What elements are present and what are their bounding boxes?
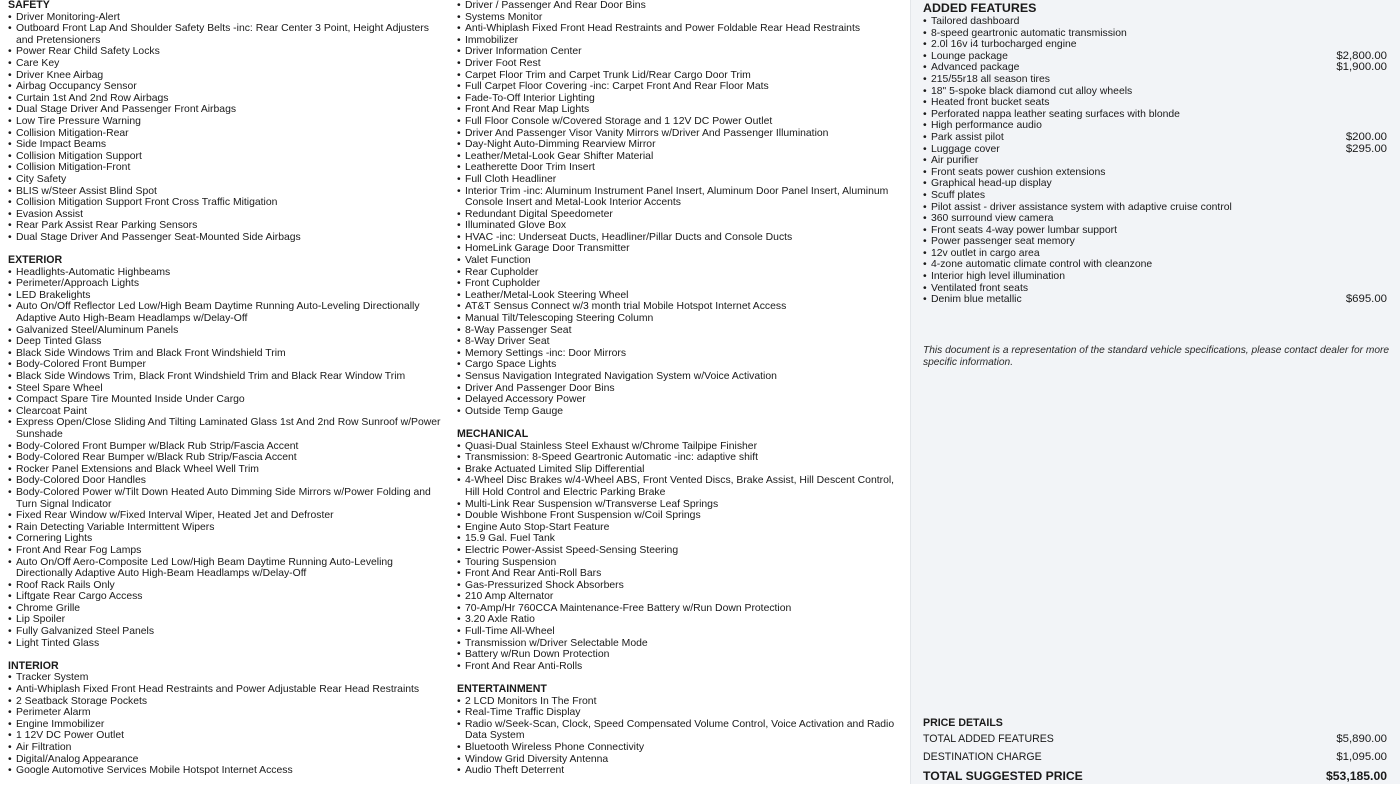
list-item: • Body-Colored Front Bumper: [8, 359, 446, 371]
added-feature-item: [923, 271, 1387, 283]
interior-list: [8, 672, 446, 776]
total-added-features-row: [923, 730, 1387, 748]
list-item: • Rocker Panel Extensions and Black Wheel Well Trim: [8, 464, 446, 476]
added-feature-label: • 8-speed geartronic automatic transmission: [931, 27, 1127, 39]
list-item: • Chrome Grille: [8, 603, 446, 615]
added-features-panel: [910, 0, 1400, 784]
entertainment-section: [457, 684, 902, 777]
list-item: • 2 Seatback Storage Pockets: [8, 696, 446, 708]
list-item: • Quasi-Dual Stainless Steel Exhaust w/Chrome Tailpipe Finisher: [457, 441, 902, 453]
list-item: • 4-Wheel Disc Brakes w/4-Wheel ABS, Front Vented Discs, Brake Assist, Hill Descent Control, Hill Hold Control and Electric Parking Brake: [457, 475, 902, 498]
list-item: • Outboard Front Lap And Shoulder Safety Belts -inc: Rear Center 3 Point, Height Adjusters and Pretensioners: [8, 23, 446, 46]
added-feature-item: [923, 190, 1387, 202]
interior-continued-section: [457, 0, 902, 417]
list-item: • Dual Stage Driver And Passenger Seat-Mounted Side Airbags: [8, 232, 446, 244]
list-item: • Side Impact Beams: [8, 139, 446, 151]
list-item: • Collision Mitigation Support: [8, 151, 446, 163]
list-item: • Rain Detecting Variable Intermittent Wipers: [8, 522, 446, 534]
list-item: • Compact Spare Tire Mounted Inside Under Cargo: [8, 394, 446, 406]
list-item: • Audio Theft Deterrent: [457, 765, 902, 777]
added-feature-item: [923, 155, 1387, 167]
interior-continued-list: [457, 0, 902, 417]
list-item: • HomeLink Garage Door Transmitter: [457, 243, 902, 255]
safety-section: [8, 0, 446, 243]
added-feature-item: [923, 178, 1387, 190]
list-item: • Express Open/Close Sliding And Tilting Laminated Glass 1st And 2nd Row Sunroof w/Power Sunshade: [8, 417, 446, 440]
added-feature-item: [923, 51, 1387, 63]
added-feature-price: $200.00: [1345, 130, 1387, 143]
list-item: • Cargo Space Lights: [457, 359, 902, 371]
added-feature-label: • Advanced package: [931, 62, 1020, 74]
interior-heading: INTERIOR: [8, 659, 59, 672]
list-item: • Anti-Whiplash Fixed Front Head Restraints and Power Foldable Rear Head Restraints: [457, 23, 902, 35]
added-feature-label: • Ventilated front seats: [931, 282, 1029, 294]
list-item: • Delayed Accessory Power: [457, 394, 902, 406]
exterior-list: [8, 267, 446, 650]
added-feature-price: $1,900.00: [1336, 61, 1387, 74]
added-feature-item: [923, 39, 1387, 51]
list-item: • Driver / Passenger And Rear Door Bins: [457, 0, 902, 12]
list-item: • Double Wishbone Front Suspension w/Coil Springs: [457, 510, 902, 522]
added-feature-item: [923, 213, 1387, 225]
added-feature-item: [923, 86, 1387, 98]
list-item: • HVAC -inc: Underseat Ducts, Headliner/Pillar Ducts and Console Ducts: [457, 232, 902, 244]
list-item: • Body-Colored Rear Bumper w/Black Rub Strip/Fascia Accent: [8, 452, 446, 464]
list-item: • 210 Amp Alternator: [457, 591, 902, 603]
spec-column-middle: [457, 0, 902, 788]
list-item: • Front And Rear Map Lights: [457, 104, 902, 116]
list-item: • Body-Colored Door Handles: [8, 475, 446, 487]
list-item: • Steel Spare Wheel: [8, 383, 446, 395]
list-item: • Front Cupholder: [457, 278, 902, 290]
list-item: • Galvanized Steel/Aluminum Panels: [8, 325, 446, 337]
added-feature-label: • Luggage cover: [931, 143, 1000, 155]
interior-section: [8, 661, 446, 777]
list-item: • Anti-Whiplash Fixed Front Head Restraints and Power Adjustable Rear Head Restraints: [8, 684, 446, 696]
added-feature-item: [923, 62, 1387, 74]
list-item: • Bluetooth Wireless Phone Connectivity: [457, 742, 902, 754]
added-feature-label: • Lounge package: [931, 50, 1008, 62]
list-item: • Battery w/Run Down Protection: [457, 649, 902, 661]
added-feature-label: • Front seats power cushion extensions: [931, 166, 1106, 178]
destination-charge-label: DESTINATION CHARGE: [923, 751, 1042, 763]
list-item: • BLIS w/Steer Assist Blind Spot: [8, 186, 446, 198]
added-feature-item: [923, 28, 1387, 40]
list-item: • Real-Time Traffic Display: [457, 707, 902, 719]
safety-heading: SAFETY: [8, 0, 50, 11]
added-feature-label: • 2.0l 16v i4 turbocharged engine: [931, 39, 1077, 51]
list-item: • Air Filtration: [8, 742, 446, 754]
list-item: • Cornering Lights: [8, 533, 446, 545]
mechanical-section: [457, 429, 902, 672]
list-item: • Driver Information Center: [457, 46, 902, 58]
added-feature-item: [923, 236, 1387, 248]
list-item: • Collision Mitigation-Rear: [8, 128, 446, 140]
added-feature-item: [923, 167, 1387, 179]
list-item: • Illuminated Glove Box: [457, 220, 902, 232]
list-item: • Window Grid Diversity Antenna: [457, 754, 902, 766]
list-item: • Auto On/Off Reflector Led Low/High Beam Daytime Running Auto-Leveling Directionally Adaptive Auto High-Beam Headlamps w/Delay-Off: [8, 301, 446, 324]
list-item: • Light Tinted Glass: [8, 638, 446, 650]
list-item: • Driver Knee Airbag: [8, 70, 446, 82]
list-item: • 8-Way Passenger Seat: [457, 325, 902, 337]
added-feature-item: [923, 248, 1387, 260]
list-item: • Interior Trim -inc: Aluminum Instrument Panel Insert, Aluminum Door Panel Insert, Aluminum Console Insert and Metal-Look Interior Accents: [457, 186, 902, 209]
list-item: • Engine Auto Stop-Start Feature: [457, 522, 902, 534]
list-item: • Full Floor Console w/Covered Storage and 1 12V DC Power Outlet: [457, 116, 902, 128]
list-item: • LED Brakelights: [8, 290, 446, 302]
list-item: • Roof Rack Rails Only: [8, 580, 446, 592]
list-item: • Black Side Windows Trim, Black Front Windshield Trim and Black Rear Window Trim: [8, 371, 446, 383]
list-item: • Curtain 1st And 2nd Row Airbags: [8, 93, 446, 105]
list-item: • 3.20 Axle Ratio: [457, 614, 902, 626]
entertainment-heading: ENTERTAINMENT: [457, 683, 547, 696]
total-added-features-value: $5,890.00: [1336, 733, 1387, 745]
list-item: • Rear Park Assist Rear Parking Sensors: [8, 220, 446, 232]
list-item: • Rear Cupholder: [457, 267, 902, 279]
list-item: • Driver And Passenger Visor Vanity Mirrors w/Driver And Passenger Illumination: [457, 128, 902, 140]
list-item: • Headlights-Automatic Highbeams: [8, 267, 446, 279]
added-feature-item: [923, 132, 1387, 144]
list-item: • Full Carpet Floor Covering -inc: Carpet Front And Rear Floor Mats: [457, 81, 902, 93]
added-features-list: [923, 16, 1387, 306]
added-feature-item: [923, 294, 1387, 306]
list-item: • Body-Colored Front Bumper w/Black Rub Strip/Fascia Accent: [8, 441, 446, 453]
exterior-heading: EXTERIOR: [8, 254, 63, 267]
list-item: • Memory Settings -inc: Door Mirrors: [457, 348, 902, 360]
list-item: • Fade-To-Off Interior Lighting: [457, 93, 902, 105]
list-item: • Touring Suspension: [457, 557, 902, 569]
list-item: • Leather/Metal-Look Gear Shifter Material: [457, 151, 902, 163]
list-item: • 1 12V DC Power Outlet: [8, 730, 446, 742]
list-item: • Google Automotive Services Mobile Hotspot Internet Access: [8, 765, 446, 777]
added-feature-label: • Graphical head-up display: [931, 178, 1052, 190]
destination-charge-value: $1,095.00: [1336, 751, 1387, 763]
list-item: • Front And Rear Fog Lamps: [8, 545, 446, 557]
added-feature-label: • Pilot assist - driver assistance system with adaptive cruise control: [931, 201, 1232, 213]
added-feature-price: $295.00: [1345, 142, 1387, 155]
added-feature-item: [923, 259, 1387, 271]
list-item: • Care Key: [8, 58, 446, 70]
price-details-section: [923, 716, 1387, 786]
added-feature-item: [923, 202, 1387, 214]
list-item: • Leatherette Door Trim Insert: [457, 162, 902, 174]
added-feature-item: [923, 283, 1387, 295]
added-feature-label: • Tailored dashboard: [931, 16, 1020, 27]
list-item: • 15.9 Gal. Fuel Tank: [457, 533, 902, 545]
list-item: • 8-Way Driver Seat: [457, 336, 902, 348]
list-item: • Radio w/Seek-Scan, Clock, Speed Compensated Volume Control, Voice Activation and Radio Data System: [457, 719, 902, 742]
entertainment-list: [457, 696, 902, 777]
added-feature-price: $2,800.00: [1336, 49, 1387, 62]
list-item: • Driver Foot Rest: [457, 58, 902, 70]
added-feature-item: [923, 144, 1387, 156]
list-item: • Fixed Rear Window w/Fixed Interval Wiper, Heated Jet and Defroster: [8, 510, 446, 522]
list-item: • Auto On/Off Aero-Composite Led Low/High Beam Daytime Running Auto-Leveling Directionally Adaptive Auto High-Beam Headlamps w/Delay-Off: [8, 557, 446, 580]
list-item: • Full-Time All-Wheel: [457, 626, 902, 638]
list-item: • Systems Monitor: [457, 12, 902, 24]
list-item: • Front And Rear Anti-Rolls: [457, 661, 902, 673]
added-feature-label: • 215/55r18 all season tires: [931, 73, 1050, 85]
list-item: • Outside Temp Gauge: [457, 406, 902, 418]
added-feature-price: $695.00: [1345, 293, 1387, 306]
list-item: • Airbag Occupancy Sensor: [8, 81, 446, 93]
added-feature-label: • Park assist pilot: [931, 131, 1004, 143]
list-item: • Day-Night Auto-Dimming Rearview Mirror: [457, 139, 902, 151]
list-item: • Valet Function: [457, 255, 902, 267]
added-feature-label: • Air purifier: [931, 155, 979, 167]
list-item: • Power Rear Child Safety Locks: [8, 46, 446, 58]
list-item: • Gas-Pressurized Shock Absorbers: [457, 580, 902, 592]
list-item: • City Safety: [8, 174, 446, 186]
added-feature-label: • 12v outlet in cargo area: [931, 247, 1040, 259]
total-suggested-price-label: TOTAL SUGGESTED PRICE: [923, 769, 1083, 783]
added-feature-label: • Denim blue metallic: [931, 294, 1022, 306]
added-feature-label: • Heated front bucket seats: [931, 97, 1050, 109]
list-item: • Deep Tinted Glass: [8, 336, 446, 348]
exterior-section: [8, 255, 446, 649]
mechanical-list: [457, 441, 902, 673]
list-item: • Perimeter Alarm: [8, 707, 446, 719]
list-item: • Fully Galvanized Steel Panels: [8, 626, 446, 638]
list-item: • Tracker System: [8, 672, 446, 684]
list-item: • Manual Tilt/Telescoping Steering Column: [457, 313, 902, 325]
added-features-heading: ADDED FEATURES: [923, 1, 1037, 15]
list-item: • Immobilizer: [457, 35, 902, 47]
added-feature-item: [923, 109, 1387, 121]
list-item: • Evasion Assist: [8, 209, 446, 221]
disclaimer-note: This document is a representation of the standard vehicle specifications, please contact dealer for more specific information.: [923, 345, 1390, 368]
list-item: • Digital/Analog Appearance: [8, 754, 446, 766]
price-details-heading: PRICE DETAILS: [923, 717, 1003, 729]
list-item: • Perimeter/Approach Lights: [8, 278, 446, 290]
list-item: • Black Side Windows Trim and Black Front Windshield Trim: [8, 348, 446, 360]
list-item: • Redundant Digital Speedometer: [457, 209, 902, 221]
list-item: • Full Cloth Headliner: [457, 174, 902, 186]
list-item: • 70-Amp/Hr 760CCA Maintenance-Free Battery w/Run Down Protection: [457, 603, 902, 615]
safety-list: [8, 12, 446, 244]
list-item: • Clearcoat Paint: [8, 406, 446, 418]
added-feature-item: [923, 16, 1387, 28]
destination-charge-row: [923, 748, 1387, 766]
list-item: • 2 LCD Monitors In The Front: [457, 696, 902, 708]
list-item: • Lip Spoiler: [8, 614, 446, 626]
list-item: • Multi-Link Rear Suspension w/Transverse Leaf Springs: [457, 499, 902, 511]
list-item: • Brake Actuated Limited Slip Differential: [457, 464, 902, 476]
total-added-features-label: TOTAL ADDED FEATURES: [923, 733, 1054, 745]
added-feature-label: • 360 surround view camera: [931, 213, 1054, 225]
added-feature-label: • High performance audio: [931, 120, 1042, 132]
spec-column-left: [8, 0, 446, 788]
added-feature-label: • 18" 5-spoke black diamond cut alloy wheels: [931, 85, 1133, 97]
mechanical-heading: MECHANICAL: [457, 427, 529, 440]
list-item: • Front And Rear Anti-Roll Bars: [457, 568, 902, 580]
added-feature-item: [923, 225, 1387, 237]
total-suggested-price-row: [923, 766, 1387, 786]
list-item: • Electric Power-Assist Speed-Sensing Steering: [457, 545, 902, 557]
list-item: • Low Tire Pressure Warning: [8, 116, 446, 128]
list-item: • Driver And Passenger Door Bins: [457, 383, 902, 395]
added-feature-label: • 4-zone automatic climate control with cleanzone: [931, 259, 1153, 271]
list-item: • Transmission: 8-Speed Geartronic Automatic -inc: adaptive shift: [457, 452, 902, 464]
added-feature-item: [923, 120, 1387, 132]
list-item: • Collision Mitigation Support Front Cross Traffic Mitigation: [8, 197, 446, 209]
added-feature-label: • Perforated nappa leather seating surfaces with blonde: [931, 108, 1180, 120]
list-item: • Driver Monitoring-Alert: [8, 12, 446, 24]
added-feature-item: [923, 97, 1387, 109]
list-item: • AT&T Sensus Connect w/3 month trial Mobile Hotspot Internet Access: [457, 301, 902, 313]
list-item: • Engine Immobilizer: [8, 719, 446, 731]
total-suggested-price-value: $53,185.00: [1326, 769, 1387, 783]
list-item: • Leather/Metal-Look Steering Wheel: [457, 290, 902, 302]
list-item: • Collision Mitigation-Front: [8, 162, 446, 174]
added-feature-label: • Power passenger seat memory: [931, 236, 1075, 248]
list-item: • Sensus Navigation Integrated Navigation System w/Voice Activation: [457, 371, 902, 383]
added-feature-label: • Scuff plates: [931, 189, 986, 201]
added-features-section: [923, 0, 1387, 306]
list-item: • Dual Stage Driver And Passenger Front Airbags: [8, 104, 446, 116]
list-item: • Body-Colored Power w/Tilt Down Heated Auto Dimming Side Mirrors w/Power Folding and Turn Signal Indicator: [8, 487, 446, 510]
list-item: • Transmission w/Driver Selectable Mode: [457, 638, 902, 650]
added-feature-item: [923, 74, 1387, 86]
added-feature-label: • Front seats 4-way power lumbar support: [931, 224, 1117, 236]
list-item: • Carpet Floor Trim and Carpet Trunk Lid/Rear Cargo Door Trim: [457, 70, 902, 82]
added-feature-label: • Interior high level illumination: [931, 271, 1065, 283]
list-item: • Liftgate Rear Cargo Access: [8, 591, 446, 603]
